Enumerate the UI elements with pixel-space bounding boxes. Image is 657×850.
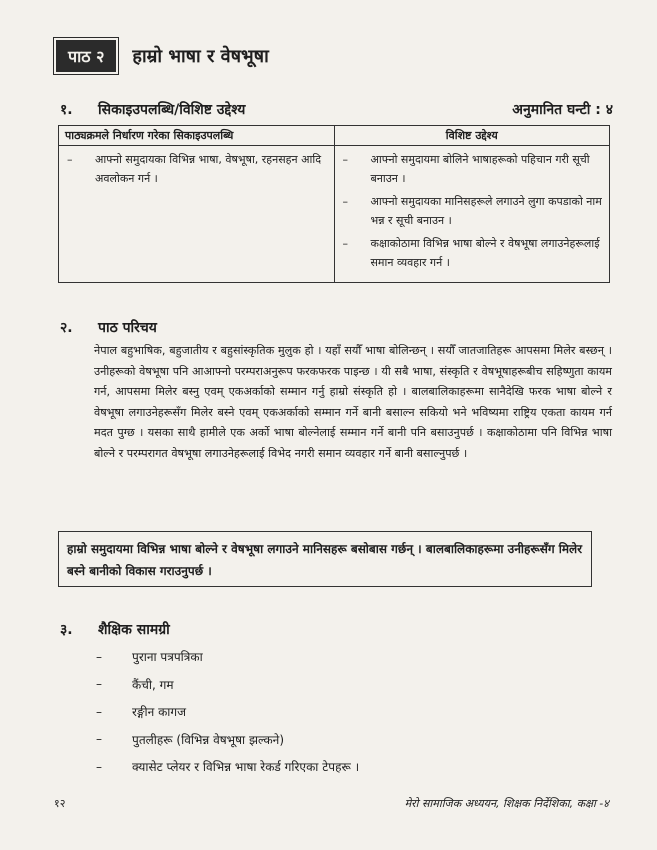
estimated-periods: अनुमानित घन्टी : ४	[512, 102, 613, 118]
book-title: मेरो सामाजिक अध्ययन, शिक्षक निर्देशिका, कक्षा -४	[404, 797, 609, 810]
section-3-heading	[60, 620, 170, 639]
section-1-heading	[60, 100, 245, 119]
list-item: – आफ्नो समुदायमा बोलिने भाषाहरूको पहिचान गरी सूची बनाउन ।	[342, 153, 590, 185]
learning-outcomes-cell	[59, 146, 335, 283]
list-item: – पुराना पत्रपत्रिका	[96, 649, 203, 665]
list-item: – कैंची, गम	[96, 677, 174, 692]
page-number: १२	[54, 797, 66, 810]
table-header-specific-objectives: विशिष्ट उद्देश्य	[334, 126, 610, 146]
section-1-title: सिकाइउपलब्धि/विशिष्ट उद्देश्य	[98, 102, 246, 118]
list-item: – क्यासेट प्लेयर र विभिन्न भाषा रेकर्ड गरिएका टेपहरू ।	[96, 759, 360, 775]
section-2-heading	[60, 318, 157, 337]
list-item: – आफ्नो समुदायका विभिन्न भाषा, वेषभूषा, रहनसहन आदि अवलोकन गर्न ।	[67, 153, 322, 185]
list-item: – कक्षाकोठामा विभिन्न भाषा बोल्ने र वेषभूषा लगाउनेहरूलाई समान व्यवहार गर्न ।	[342, 237, 600, 269]
section-2-number: २.	[60, 320, 73, 336]
objectives-table	[58, 125, 610, 283]
table-header-learning-outcomes: पाठ्यक्रमले निर्धारण गरेका सिकाइउपलब्धि	[59, 126, 335, 146]
teaching-materials-list	[92, 643, 359, 781]
section-3-number: ३.	[60, 622, 73, 638]
specific-objectives-cell	[334, 146, 610, 283]
list-item: – रङ्गीन कागज	[96, 704, 187, 720]
lesson-header	[56, 40, 269, 72]
key-message-box: हाम्रो समुदायमा विभिन्न भाषा बोल्ने र वेषभूषा लगाउने मानिसहरू बसोबास गर्छन् । बालबालिकाहरूमा उनीहरूसँग मिलेर बस्ने बानीको विकास गराउनुपर्छ ।	[58, 531, 592, 587]
list-item: – पुतलीहरू (विभिन्न वेषभूषा झल्कने)	[96, 732, 285, 747]
lesson-badge: पाठ २	[56, 40, 116, 72]
lesson-introduction-paragraph: नेपाल बहुभाषिक, बहुजातीय र बहुसांस्कृतिक मुलुक हो । यहाँ सयौँ भाषा बोलिन्छन् । सयौँ जातजातिहरू आपसमा मिलेर बस्छन् । उनीहरूको वेषभूषा पनि आआफ्नो परम्पराअनुरूप फरकफरक पाइन्छ । यी सबै भाषा, संस्कृति र वेषभूषाहरूबीच सहिष्णुता कायम गर्न, आपसमा मिलेर बस्नु एवम् एकअर्काको सम्मान गर्नु हाम्रो संस्कृति हो । बालबालिकाहरूमा सानैदेखि फरक भाषा बोल्ने र वेषभूषा लगाउनेहरूसँग मिलेर बस्ने एवम् एकअर्काको सम्मान गर्ने बानी बसाल्न सकियो भने भविष्यमा राष्ट्रिय एकता कायम गर्न मदत पुग्छ । यसका साथै हामीले एक अर्को भाषा बोल्नेलाई सम्मान गर्ने बानी पनि बसाउनुपर्छ । कक्षाकोठामा पनि विभिन्न भाषा बोल्ने र परम्परागत वेषभूषा लगाउनेहरूलाई विभेद नगरी समान व्यवहार गर्ने बानी बसाल्नुपर्छ ।	[94, 344, 612, 460]
list-item: – आफ्नो समुदायका मानिसहरूले लगाउने लुगा कपडाको नाम भन्न र सूची बनाउन ।	[342, 195, 602, 227]
section-3-title: शैक्षिक सामग्री	[98, 622, 170, 638]
section-2-title: पाठ परिचय	[98, 320, 157, 336]
section-1-number: १.	[60, 102, 73, 118]
lesson-title: हाम्रो भाषा र वेषभूषा	[132, 46, 269, 67]
